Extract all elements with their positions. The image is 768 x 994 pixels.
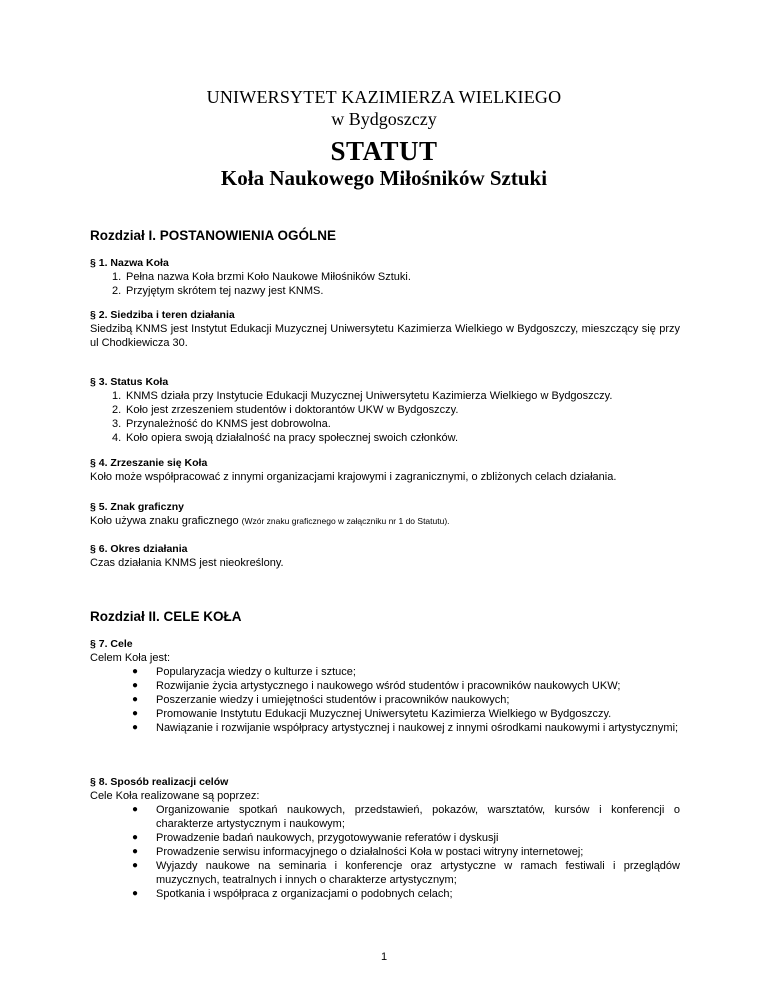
section-4-text: Koło może współpracować z innymi organizacjami krajowymi i zagranicznymi, o zbliżonych celach działania. — [90, 471, 617, 483]
section-8 — [90, 775, 680, 901]
list-item: ● Spotkania i współpraca z organizacjami o podobnych celach; — [132, 888, 453, 900]
bullet-icon: ● — [132, 832, 139, 843]
chapter-2-title: Rozdział II. CELE KOŁA — [90, 609, 242, 624]
bullet-icon: ● — [132, 722, 139, 733]
section-4-title: § 4. Zrzeszanie się Koła — [90, 457, 208, 469]
list-item: 2. Koło jest zrzeszeniem studentów i doktorantów UKW w Bydgoszczy. — [112, 404, 459, 416]
list-item: ● Poszerzanie wiedzy i umiejętności studentów i pracowników naukowych; — [132, 694, 510, 706]
list-item: ● Prowadzenie serwisu informacyjnego o działalności Koła w postaci witryny internetowej; — [132, 846, 584, 858]
page-number: 1 — [380, 951, 388, 963]
chapter-1-title: Rozdział I. POSTANOWIENIA OGÓLNE — [90, 228, 337, 243]
list-item: 1. Pełna nazwa Koła brzmi Koło Naukowe Miłośników Sztuki. — [112, 271, 411, 283]
section-6-title: § 6. Okres działania — [90, 543, 188, 555]
section-1-title: § 1. Nazwa Koła — [90, 257, 169, 269]
section-8-list — [90, 803, 680, 901]
section-6 — [90, 542, 680, 570]
bullet-icon: ● — [132, 666, 139, 677]
list-item: ● Popularyzacja wiedzy o kulturze i sztuce; — [132, 666, 356, 678]
university-city: w Bydgoszczy — [331, 109, 437, 129]
section-7-title: § 7. Cele — [90, 638, 133, 650]
document-title: STATUT — [330, 136, 438, 166]
university-name: UNIWERSYTET KAZIMIERZA WIELKIEGO — [206, 87, 562, 107]
section-5-text: Koło używa znaku graficznego (Wzór znaku graficznego w załączniku nr 1 do Statutu). — [90, 515, 450, 527]
bullet-icon: ● — [132, 694, 139, 705]
bullet-icon: ● — [132, 860, 139, 871]
list-item: ● Promowanie Instytutu Edukacji Muzycznej Uniwersytetu Kazimierza Wielkiego w Bydgoszczy. — [132, 708, 612, 720]
list-item: ● Wyjazdy naukowe na seminaria i konferencje oraz artystyczne w ramach festiwali i przeglądów muzycznych, teatralnych i innych o charakterze artystycznym; — [132, 860, 680, 886]
list-item: ● Nawiązanie i rozwijanie współpracy artystycznej i naukowej z innymi ośrodkami naukowymi i artystycznymi; — [132, 722, 679, 734]
section-5 — [90, 500, 680, 528]
section-3 — [90, 375, 680, 445]
list-item: ● Rozwijanie życia artystycznego i naukowego wśród studentów i pracowników naukowych UKW; — [132, 680, 621, 692]
list-item: 2. Przyjętym skrótem tej nazwy jest KNMS. — [112, 285, 324, 297]
bullet-icon: ● — [132, 846, 139, 857]
list-item: 1. KNMS działa przy Instytucie Edukacji Muzycznej Uniwersytetu Kazimierza Wielkiego w Bydgoszczy. — [112, 390, 613, 402]
section-5-note: (Wzór znaku graficznego w załączniku nr 1 do Statutu). — [241, 516, 450, 526]
section-3-title: § 3. Status Koła — [90, 376, 169, 388]
section-1 — [90, 256, 680, 298]
bullet-icon: ● — [132, 804, 139, 815]
section-8-intro: Cele Koła realizowane są poprzez: — [90, 790, 260, 802]
bullet-icon: ● — [132, 680, 139, 691]
section-6-text: Czas działania KNMS jest nieokreślony. — [90, 557, 284, 569]
section-1-list — [90, 270, 680, 298]
section-7-intro: Celem Koła jest: — [90, 652, 171, 664]
section-7-list — [90, 665, 680, 735]
bullet-icon: ● — [132, 888, 139, 899]
bullet-icon: ● — [132, 708, 139, 719]
list-item: 4. Koło opiera swoją działalność na pracy społecznej swoich członków. — [112, 432, 459, 444]
section-8-title: § 8. Sposób realizacji celów — [90, 776, 229, 788]
section-2 — [90, 308, 680, 350]
section-3-list — [90, 389, 680, 445]
section-7 — [90, 637, 680, 735]
document-subtitle: Koła Naukowego Miłośników Sztuki — [220, 166, 548, 190]
list-item: 3. Przynależność do KNMS jest dobrowolna. — [112, 418, 331, 430]
section-2-title: § 2. Siedziba i teren działania — [90, 309, 235, 321]
section-5-title: § 5. Znak graficzny — [90, 501, 184, 513]
list-item: ● Organizowanie spotkań naukowych, przedstawień, pokazów, warsztatów, kursów i konferencji o charakterze artystycznym i naukowym; — [132, 804, 680, 830]
section-2-text: Siedzibą KNMS jest Instytut Edukacji Muzycznej Uniwersytetu Kazimierza Wielkiego w Bydgoszczy, mieszczący się przy ul Chodkiewicza 30. — [90, 323, 680, 349]
list-item: ● Prowadzenie badań naukowych, przygotowywanie referatów i dyskusji — [132, 832, 499, 844]
section-4 — [90, 456, 680, 484]
